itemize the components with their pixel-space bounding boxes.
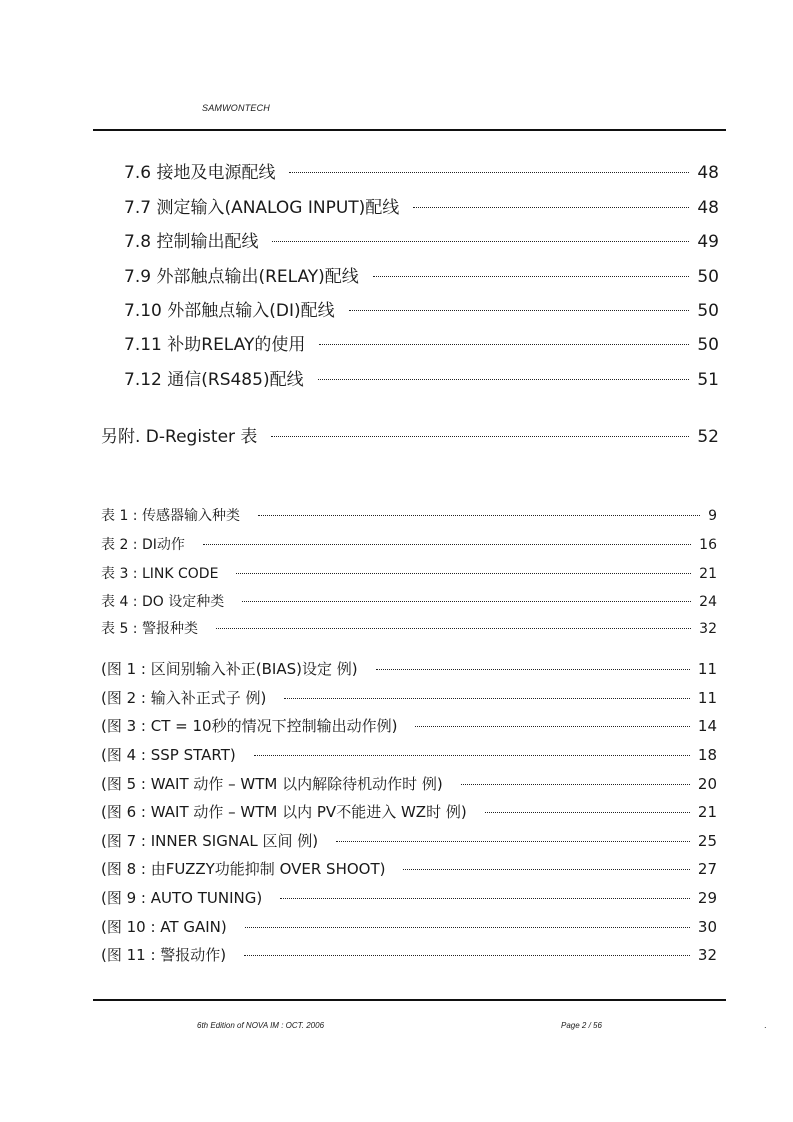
dot-leader bbox=[289, 172, 689, 173]
toc-entry-title: 表 4 : DO 设定种类 bbox=[101, 594, 225, 610]
toc-entry-page: 25 bbox=[697, 832, 717, 850]
dot-leader bbox=[258, 515, 700, 516]
toc-entry-title: 表 3 : LINK CODE bbox=[101, 566, 219, 582]
dot-leader bbox=[376, 669, 690, 670]
toc-entry-title: 7.8 控制输出配线 bbox=[124, 232, 259, 252]
dot-leader bbox=[318, 379, 690, 380]
toc-entry-page: 20 bbox=[697, 775, 717, 793]
dot-leader bbox=[245, 927, 690, 928]
toc-entry-title: (图 10 : AT GAIN) bbox=[101, 918, 227, 936]
dot-leader bbox=[254, 755, 690, 756]
toc-entry-page: 21 bbox=[697, 803, 717, 821]
dot-leader bbox=[415, 726, 689, 727]
dot-leader bbox=[284, 698, 690, 699]
dot-leader bbox=[349, 310, 690, 311]
toc-entry-title: (图 11 : 警报动作) bbox=[101, 946, 227, 964]
figure-list-entry[interactable] bbox=[101, 916, 717, 937]
toc-entry-title: (图 9 : AUTO TUNING) bbox=[101, 889, 263, 907]
toc-entry-title: 7.11 补助RELAY的使用 bbox=[124, 335, 306, 355]
dot-leader bbox=[244, 955, 690, 956]
toc-entry-page: 48 bbox=[697, 198, 719, 218]
figure-list-entry[interactable] bbox=[101, 687, 717, 708]
toc-entry-title: 7.6 接地及电源配线 bbox=[124, 163, 276, 183]
toc-entry-title: (图 5 : WAIT 动作 – WTM 以内解除待机动作时 例) bbox=[101, 775, 443, 793]
dot-leader bbox=[319, 344, 689, 345]
toc-entry-page: 30 bbox=[697, 918, 717, 936]
toc-entry-page: 11 bbox=[697, 660, 717, 678]
dot-leader bbox=[203, 544, 691, 545]
dot-leader bbox=[485, 812, 690, 813]
dot-leader bbox=[216, 628, 691, 629]
toc-entry-title: (图 2 : 输入补正式子 例) bbox=[101, 689, 267, 707]
header-brand: SAMWONTECH bbox=[202, 103, 270, 113]
figure-list-entry[interactable] bbox=[101, 887, 717, 908]
toc-entry[interactable] bbox=[124, 227, 719, 252]
figure-list-entry[interactable] bbox=[101, 830, 717, 851]
dot-leader bbox=[336, 841, 690, 842]
footer-rule bbox=[93, 999, 726, 1001]
toc-appendix-entry[interactable] bbox=[101, 422, 719, 447]
header-rule bbox=[93, 129, 726, 131]
dot-leader bbox=[271, 436, 689, 437]
toc-entry-page: 52 bbox=[697, 427, 719, 447]
toc-entry-page: 49 bbox=[697, 232, 719, 252]
toc-entry-title: (图 8 : 由FUZZY功能抑制 OVER SHOOT) bbox=[101, 860, 386, 878]
toc-entry-page: 50 bbox=[697, 267, 719, 287]
dot-leader bbox=[236, 573, 691, 574]
dot-leader bbox=[242, 601, 691, 602]
toc-entry[interactable] bbox=[124, 296, 719, 321]
table-list-entry[interactable] bbox=[101, 563, 717, 583]
figure-list-entry[interactable] bbox=[101, 744, 717, 765]
toc-entry-title: 表 5 : 警报种类 bbox=[101, 621, 198, 637]
table-list-entry[interactable] bbox=[101, 534, 717, 554]
dot-leader bbox=[403, 869, 689, 870]
toc-entry-page: 29 bbox=[697, 889, 717, 907]
toc-entry-title: (图 1 : 区间别输入补正(BIAS)设定 例) bbox=[101, 660, 358, 678]
toc-entry-title: (图 6 : WAIT 动作 – WTM 以内 PV不能进入 WZ时 例) bbox=[101, 803, 467, 821]
toc-entry-page: 50 bbox=[697, 301, 719, 321]
toc-entry-title: (图 4 : SSP START) bbox=[101, 746, 236, 764]
toc-entry-title: 7.12 通信(RS485)配线 bbox=[124, 370, 304, 390]
figure-list-entry[interactable] bbox=[101, 944, 717, 965]
dot-leader bbox=[272, 241, 689, 242]
footer-edition: 6th Edition of NOVA IM : OCT. 2006 bbox=[197, 1021, 325, 1030]
toc-entry-title: 7.7 测定输入(ANALOG INPUT)配线 bbox=[124, 198, 400, 218]
figure-list-entry[interactable] bbox=[101, 658, 717, 679]
toc-entry-page: 14 bbox=[697, 717, 717, 735]
toc-entry-title: 另附. D-Register 表 bbox=[101, 427, 258, 447]
toc-entry-title: 表 1 : 传感器输入种类 bbox=[101, 508, 240, 524]
toc-entry-title: 7.10 外部触点输入(DI)配线 bbox=[124, 301, 335, 321]
toc-entry-page: 24 bbox=[699, 594, 717, 610]
toc-entry-page: 11 bbox=[697, 689, 717, 707]
toc-entry-title: (图 3 : CT = 10秒的情况下控制输出动作例) bbox=[101, 717, 398, 735]
toc-entry-title: 表 2 : DI动作 bbox=[101, 537, 185, 553]
toc-entry-page: 21 bbox=[699, 566, 717, 582]
toc-entry[interactable] bbox=[124, 262, 719, 287]
table-list-entry[interactable] bbox=[101, 618, 717, 638]
toc-entry-page: 32 bbox=[697, 946, 717, 964]
dot-leader bbox=[461, 784, 690, 785]
toc-entry-page: 18 bbox=[697, 746, 717, 764]
toc-entry-page: 50 bbox=[697, 335, 719, 355]
toc-entry-page: 51 bbox=[697, 370, 719, 390]
toc-entry-title: 7.9 外部触点输出(RELAY)配线 bbox=[124, 267, 359, 287]
table-list-entry[interactable] bbox=[101, 505, 717, 525]
dot-leader bbox=[373, 276, 690, 277]
footer-page-number: Page 2 / 56 bbox=[561, 1021, 602, 1030]
toc-entry[interactable] bbox=[124, 330, 719, 355]
toc-entry-page: 9 bbox=[708, 508, 717, 524]
toc-entry-page: 16 bbox=[699, 537, 717, 553]
toc-entry[interactable] bbox=[124, 158, 719, 183]
dot-leader bbox=[413, 207, 689, 208]
toc-entry[interactable] bbox=[124, 193, 719, 218]
figure-list-entry[interactable] bbox=[101, 858, 717, 879]
toc-entry[interactable] bbox=[124, 365, 719, 390]
toc-entry-title: (图 7 : INNER SIGNAL 区间 例) bbox=[101, 832, 319, 850]
figure-list-entry[interactable] bbox=[101, 715, 717, 736]
footer-dot: . bbox=[764, 1021, 767, 1030]
toc-entry-page: 32 bbox=[699, 621, 717, 637]
figure-list-entry[interactable] bbox=[101, 801, 717, 822]
toc-entry-page: 27 bbox=[697, 860, 717, 878]
table-list-entry[interactable] bbox=[101, 591, 717, 611]
figure-list-entry[interactable] bbox=[101, 773, 717, 794]
dot-leader bbox=[280, 898, 690, 899]
toc-entry-page: 48 bbox=[697, 163, 719, 183]
